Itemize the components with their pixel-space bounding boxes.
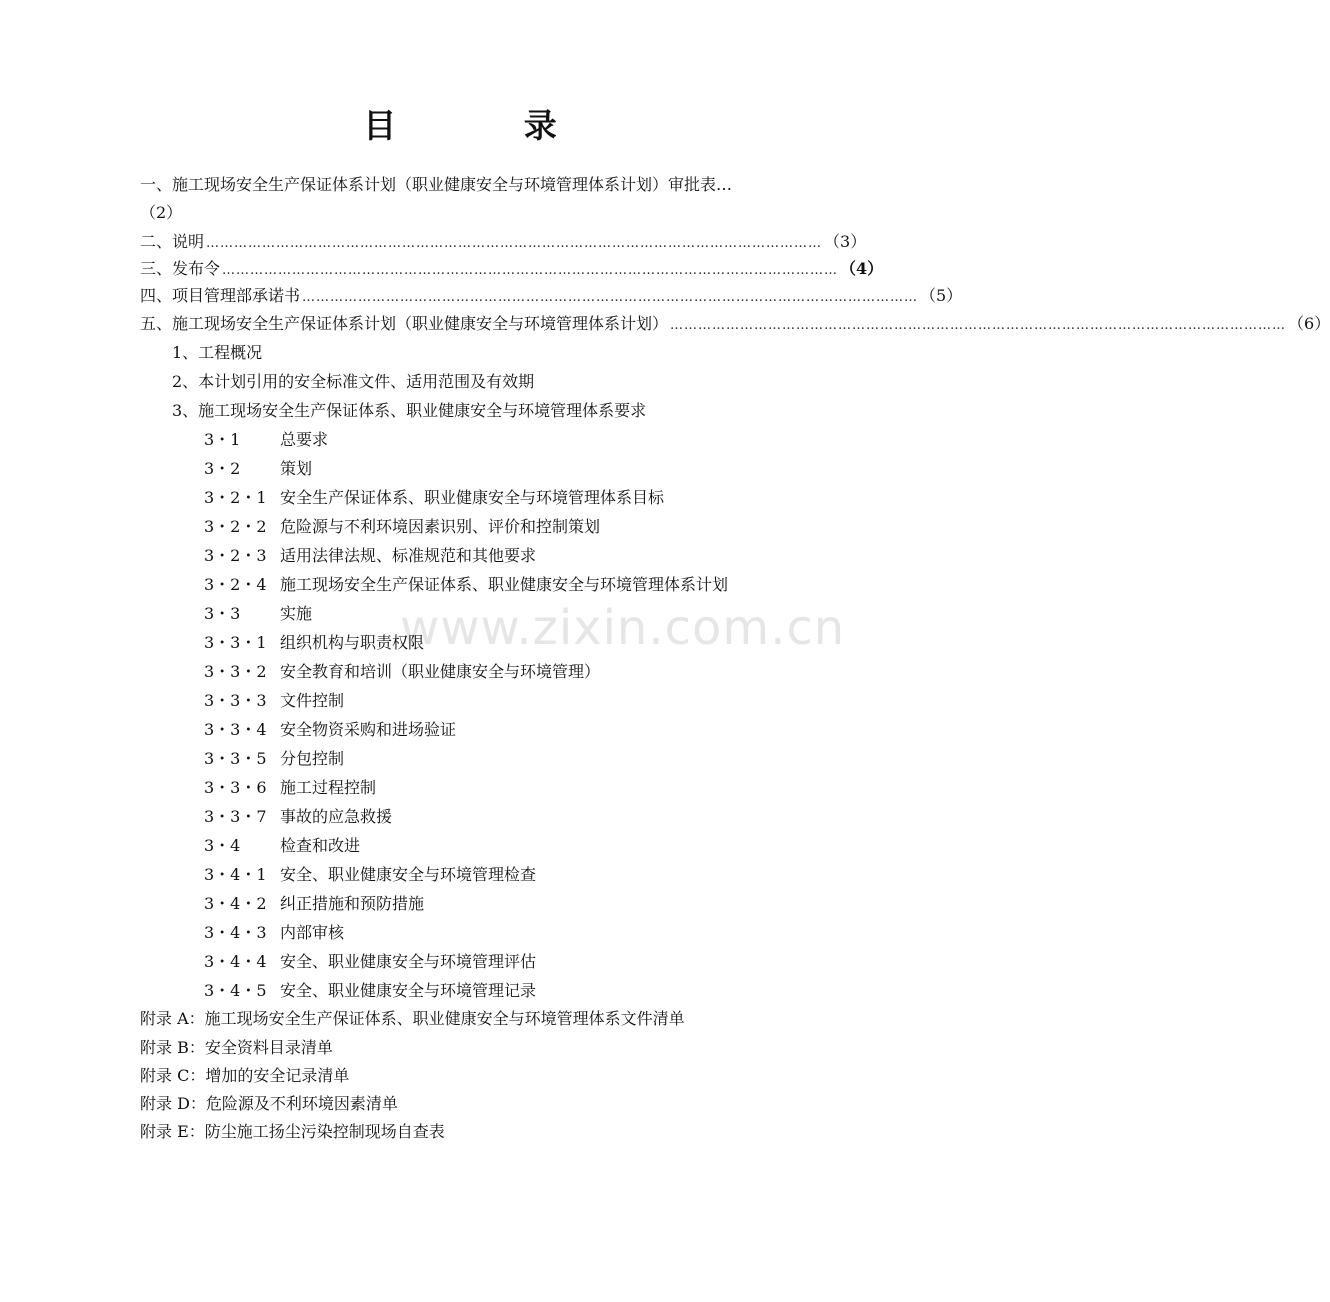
toc-subsection[interactable] <box>204 427 899 453</box>
subsection-title: 安全生产保证体系、职业健康安全与环境管理体系目标 <box>280 488 665 507</box>
toc-entry-5[interactable] <box>140 311 1330 337</box>
toc-entry-1[interactable] <box>140 172 835 198</box>
toc-entry-1-page <box>140 200 835 226</box>
toc-chapter-3[interactable]: 3、施工现场安全生产保证体系、职业健康安全与环境管理体系要求 <box>172 401 647 420</box>
toc-entry-3[interactable] <box>140 256 884 282</box>
subsection-number: 3・4 <box>204 836 241 855</box>
toc-entry-4[interactable] <box>140 283 963 309</box>
subsection-number: 3・2・4 <box>204 575 267 594</box>
toc-appendix-e[interactable]: 附录 E：防尘施工扬尘污染控制现场自查表 <box>140 1122 445 1141</box>
toc-entry-5-text: 五、施工现场安全生产保证体系计划（职业健康安全与环境管理体系计划） <box>140 314 669 333</box>
subsection-number: 3・2 <box>204 459 241 478</box>
subsection-title: 检查和改进 <box>280 836 361 855</box>
toc-subsection[interactable] <box>204 601 899 627</box>
dot-leader: …………………………………………………………………………………………………………………… <box>222 263 839 278</box>
toc-subsection[interactable] <box>204 717 899 743</box>
subsection-title: 组织机构与职责权限 <box>280 633 425 652</box>
subsection-title: 内部审核 <box>280 923 345 942</box>
subsection-title: 总要求 <box>280 430 329 449</box>
toc-subsection[interactable] <box>204 833 899 859</box>
subsection-title: 施工现场安全生产保证体系、职业健康安全与环境管理体系计划 <box>280 575 729 594</box>
toc-subsection[interactable] <box>204 456 899 482</box>
subsection-title: 安全、职业健康安全与环境管理评估 <box>280 952 537 971</box>
subsection-number: 3・3・1 <box>204 633 267 652</box>
subsection-title: 安全、职业健康安全与环境管理检查 <box>280 865 537 884</box>
toc-entry-1-text: 一、施工现场安全生产保证体系计划（职业健康安全与环境管理体系计划）审批表… <box>140 175 733 194</box>
subsection-title: 策划 <box>280 459 313 478</box>
watermark: www.zixin.com.cn <box>400 600 846 656</box>
dot-leader: …………………………………………………………………………………………………………………… <box>206 236 823 251</box>
subsection-number: 3・4・5 <box>204 981 267 1000</box>
toc-subsection[interactable] <box>204 630 899 656</box>
subsection-number: 3・4・4 <box>204 952 267 971</box>
toc-subsection[interactable] <box>204 514 899 540</box>
toc-subsection[interactable] <box>204 688 899 714</box>
subsection-number: 3・3・7 <box>204 807 267 826</box>
toc-subsection[interactable] <box>204 804 899 830</box>
toc-entry-2-text: 二、说明 <box>140 232 205 251</box>
toc-subsection[interactable] <box>204 891 899 917</box>
subsection-number: 3・1 <box>204 430 241 449</box>
toc-entry-3-text: 三、发布令 <box>140 259 221 278</box>
subsection-number: 3・4・1 <box>204 865 267 884</box>
toc-entry-2[interactable] <box>140 229 867 255</box>
subsection-title: 适用法律法规、标准规范和其他要求 <box>280 546 537 565</box>
toc-subsection[interactable] <box>204 920 899 946</box>
subsection-title: 事故的应急救援 <box>280 807 393 826</box>
toc-chapter-2[interactable]: 2、本计划引用的安全标准文件、适用范围及有效期 <box>172 372 535 391</box>
toc-appendix-d[interactable]: 附录 D：危险源及不利环境因素清单 <box>140 1094 398 1113</box>
subsection-title: 安全物资采购和进场验证 <box>280 720 457 739</box>
subsection-title: 纠正措施和预防措施 <box>280 894 425 913</box>
subsection-number: 3・3 <box>204 604 241 623</box>
subsection-title: 分包控制 <box>280 749 345 768</box>
subsection-number: 3・3・4 <box>204 720 267 739</box>
toc-subsection[interactable] <box>204 746 899 772</box>
subsection-title: 安全、职业健康安全与环境管理记录 <box>280 981 537 1000</box>
subsection-title: 施工过程控制 <box>280 778 377 797</box>
page-title: 目 录 <box>363 106 615 145</box>
toc-entry-1-page-label: （2） <box>140 203 183 222</box>
subsection-title: 实施 <box>280 604 313 623</box>
dot-leader: …………………………………………………………………………………………………………………… <box>302 290 919 305</box>
toc-entry-2-page: （3） <box>824 232 867 251</box>
dot-leader: …………………………………………………………………………………………………………………… <box>670 318 1287 333</box>
subsection-number: 3・2・3 <box>204 546 267 565</box>
subsection-number: 3・2・1 <box>204 488 267 507</box>
toc-appendix-a[interactable]: 附录 A：施工现场安全生产保证体系、职业健康安全与环境管理体系文件清单 <box>140 1009 685 1028</box>
toc-subsection[interactable] <box>204 485 899 511</box>
subsection-number: 3・3・2 <box>204 662 267 681</box>
subsection-title: 危险源与不利环境因素识别、评价和控制策划 <box>280 517 601 536</box>
toc-subsection[interactable] <box>204 543 899 569</box>
toc-subsection[interactable] <box>204 572 899 598</box>
toc-subsection[interactable] <box>204 862 899 888</box>
toc-chapter-1[interactable]: 1、工程概况 <box>172 343 263 362</box>
toc-entry-5-page: （6） <box>1288 314 1330 333</box>
toc-subsection[interactable] <box>204 949 899 975</box>
toc-subsection[interactable] <box>204 978 899 1004</box>
subsection-number: 3・3・6 <box>204 778 267 797</box>
subsection-title: 文件控制 <box>280 691 345 710</box>
subsection-number: 3・2・2 <box>204 517 267 536</box>
toc-entry-4-page: （5） <box>920 286 963 305</box>
subsection-number: 3・4・2 <box>204 894 267 913</box>
toc-appendix-b[interactable]: 附录 B：安全资料目录清单 <box>140 1038 333 1057</box>
subsection-number: 3・3・3 <box>204 691 267 710</box>
subsection-number: 3・4・3 <box>204 923 267 942</box>
toc-subsection[interactable] <box>204 659 899 685</box>
toc-appendix-c[interactable]: 附录 C：增加的安全记录清单 <box>140 1066 350 1085</box>
subsection-title: 安全教育和培训（职业健康安全与环境管理） <box>280 662 601 681</box>
toc-entry-3-page: （4） <box>840 259 884 278</box>
toc-subsection[interactable] <box>204 775 899 801</box>
toc-entry-4-text: 四、项目管理部承诺书 <box>140 286 301 305</box>
subsection-number: 3・3・5 <box>204 749 267 768</box>
